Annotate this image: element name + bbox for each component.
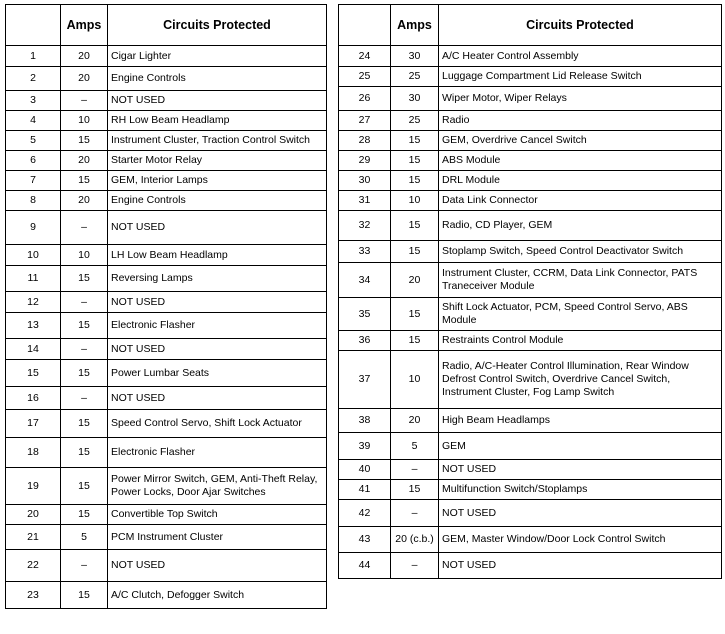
fuse-circuits: A/C Heater Control Assembly: [439, 46, 722, 67]
fuse-number: 16: [6, 387, 61, 410]
fuse-circuits: NOT USED: [439, 500, 722, 527]
fuse-number: 12: [6, 292, 61, 313]
fuse-number: 7: [6, 171, 61, 191]
fuse-circuits: Data Link Connector: [439, 191, 722, 211]
table-header-row: [6, 5, 327, 46]
fuse-number: 35: [339, 298, 391, 331]
fuse-amps: 15: [391, 331, 439, 351]
fuse-number: 41: [339, 480, 391, 500]
table-row: [6, 313, 327, 339]
fuse-number: 40: [339, 460, 391, 480]
fuse-circuits: Shift Lock Actuator, PCM, Speed Control Servo, ABS Module: [439, 298, 722, 331]
table-row: [6, 91, 327, 111]
fuse-circuits: LH Low Beam Headlamp: [108, 245, 327, 266]
fuse-number: 6: [6, 151, 61, 171]
fuse-circuits: ABS Module: [439, 151, 722, 171]
fuse-amps: 20: [61, 67, 108, 91]
fuse-circuits: Electronic Flasher: [108, 438, 327, 468]
fuse-amps: 10: [61, 111, 108, 131]
fuse-amps: –: [61, 550, 108, 582]
amps-header: Amps: [391, 5, 439, 46]
fuse-amps: –: [61, 211, 108, 245]
fuse-circuits: Radio: [439, 111, 722, 131]
fuse-amps: 15: [391, 241, 439, 263]
table-row: [339, 351, 722, 409]
fuse-amps: 15: [61, 438, 108, 468]
fuse-number: 33: [339, 241, 391, 263]
table-row: [339, 433, 722, 460]
fuse-number: 2: [6, 67, 61, 91]
table-row: [339, 553, 722, 579]
fuse-circuits: RH Low Beam Headlamp: [108, 111, 327, 131]
fuse-number: 36: [339, 331, 391, 351]
table-row: [339, 211, 722, 241]
table-row: [339, 298, 722, 331]
fuse-number: 23: [6, 582, 61, 609]
fuse-amps: 25: [391, 111, 439, 131]
fuse-amps: 5: [61, 525, 108, 550]
fuse-number: 44: [339, 553, 391, 579]
fuse-number: 29: [339, 151, 391, 171]
fuse-number: 38: [339, 409, 391, 433]
fuse-circuits: Stoplamp Switch, Speed Control Deactivator Switch: [439, 241, 722, 263]
table-row: [339, 409, 722, 433]
fuse-number: 27: [339, 111, 391, 131]
fuse-circuits: Engine Controls: [108, 67, 327, 91]
table-row: [6, 438, 327, 468]
table-row: [339, 460, 722, 480]
amps-header: Amps: [61, 5, 108, 46]
fuse-amps: 15: [61, 505, 108, 525]
fuse-number-header: [339, 5, 391, 46]
fuse-table-right: [338, 4, 722, 579]
fuse-amps: 20: [391, 263, 439, 298]
fuse-number: 20: [6, 505, 61, 525]
table-row: [6, 191, 327, 211]
fuse-circuits: GEM, Interior Lamps: [108, 171, 327, 191]
fuse-amps: 15: [61, 131, 108, 151]
fuse-circuits: Starter Motor Relay: [108, 151, 327, 171]
fuse-number-header: [6, 5, 61, 46]
table-row: [6, 360, 327, 387]
fuse-number: 32: [339, 211, 391, 241]
fuse-circuits: GEM: [439, 433, 722, 460]
table-row: [6, 151, 327, 171]
fuse-number: 42: [339, 500, 391, 527]
fuse-amps: 20: [61, 151, 108, 171]
table-row: [6, 67, 327, 91]
table-row: [6, 339, 327, 360]
fuse-number: 21: [6, 525, 61, 550]
table-row: [6, 525, 327, 550]
fuse-circuits: NOT USED: [108, 91, 327, 111]
table-row: [339, 171, 722, 191]
table-row: [339, 111, 722, 131]
table-row: [339, 480, 722, 500]
fuse-number: 15: [6, 360, 61, 387]
fuse-circuits: NOT USED: [108, 211, 327, 245]
fuse-amps: –: [61, 292, 108, 313]
fuse-number: 37: [339, 351, 391, 409]
fuse-circuits: NOT USED: [108, 339, 327, 360]
fuse-number: 13: [6, 313, 61, 339]
table-row: [339, 191, 722, 211]
fuse-amps: –: [391, 500, 439, 527]
fuse-circuits: Radio, CD Player, GEM: [439, 211, 722, 241]
table-row: [6, 111, 327, 131]
fuse-circuits: Restraints Control Module: [439, 331, 722, 351]
fuse-number: 25: [339, 67, 391, 87]
fuse-number: 39: [339, 433, 391, 460]
fuse-circuits: Luggage Compartment Lid Release Switch: [439, 67, 722, 87]
fuse-amps: 15: [391, 171, 439, 191]
fuse-number: 24: [339, 46, 391, 67]
fuse-number: 14: [6, 339, 61, 360]
fuse-amps: 20: [391, 409, 439, 433]
fuse-amps: 10: [61, 245, 108, 266]
fuse-number: 30: [339, 171, 391, 191]
fuse-circuits: Wiper Motor, Wiper Relays: [439, 87, 722, 111]
table-row: [6, 468, 327, 505]
fuse-circuits: NOT USED: [439, 460, 722, 480]
fuse-amps: –: [391, 460, 439, 480]
table-row: [6, 266, 327, 292]
fuse-number: 34: [339, 263, 391, 298]
fuse-amps: 15: [61, 266, 108, 292]
fuse-amps: 15: [61, 171, 108, 191]
table-row: [6, 46, 327, 67]
table-row: [6, 387, 327, 410]
fuse-number: 31: [339, 191, 391, 211]
table-row: [339, 500, 722, 527]
table-row: [339, 241, 722, 263]
fuse-circuits: High Beam Headlamps: [439, 409, 722, 433]
fuse-amps: 15: [391, 298, 439, 331]
table-row: [339, 87, 722, 111]
fuse-number: 18: [6, 438, 61, 468]
fuse-number: 10: [6, 245, 61, 266]
fuse-amps: 15: [391, 131, 439, 151]
fuse-amps: 20: [61, 191, 108, 211]
fuse-amps: 15: [61, 468, 108, 505]
fuse-circuits: DRL Module: [439, 171, 722, 191]
fuse-number: 22: [6, 550, 61, 582]
fuse-circuits: PCM Instrument Cluster: [108, 525, 327, 550]
fuse-amps: 15: [61, 582, 108, 609]
fuse-amps: 25: [391, 67, 439, 87]
fuse-circuits: A/C Clutch, Defogger Switch: [108, 582, 327, 609]
fuse-circuits: Speed Control Servo, Shift Lock Actuator: [108, 410, 327, 438]
fuse-circuits: GEM, Overdrive Cancel Switch: [439, 131, 722, 151]
fuse-circuits: Cigar Lighter: [108, 46, 327, 67]
fuse-amps: 10: [391, 351, 439, 409]
fuse-amps: 15: [61, 360, 108, 387]
fuse-circuits: GEM, Master Window/Door Lock Control Switch: [439, 527, 722, 553]
fuse-amps: –: [61, 387, 108, 410]
table-row: [6, 245, 327, 266]
fuse-number: 4: [6, 111, 61, 131]
fuse-number: 5: [6, 131, 61, 151]
fuse-number: 17: [6, 410, 61, 438]
fuse-amps: 20 (c.b.): [391, 527, 439, 553]
table-header-row: [339, 5, 722, 46]
fuse-number: 26: [339, 87, 391, 111]
fuse-number: 9: [6, 211, 61, 245]
fuse-number: 19: [6, 468, 61, 505]
table-row: [6, 211, 327, 245]
fuse-circuits: Engine Controls: [108, 191, 327, 211]
fuse-amps: 30: [391, 87, 439, 111]
fuse-circuits: Instrument Cluster, CCRM, Data Link Connector, PATS Traneceiver Module: [439, 263, 722, 298]
fuse-circuits: Power Mirror Switch, GEM, Anti-Theft Relay, Power Locks, Door Ajar Switches: [108, 468, 327, 505]
table-row: [6, 292, 327, 313]
fuse-circuits: Instrument Cluster, Traction Control Switch: [108, 131, 327, 151]
fuse-amps: –: [61, 339, 108, 360]
table-row: [339, 263, 722, 298]
fuse-circuits: NOT USED: [108, 292, 327, 313]
fuse-circuits: Radio, A/C-Heater Control Illumination, Rear Window Defrost Control Switch, Overdrive Cancel Switch, Instrument Cluster, Fog Lamp Switch: [439, 351, 722, 409]
fuse-amps: 15: [61, 410, 108, 438]
fuse-circuits: NOT USED: [108, 387, 327, 410]
table-row: [339, 151, 722, 171]
fuse-number: 28: [339, 131, 391, 151]
fuse-amps: 20: [61, 46, 108, 67]
circuits-header: Circuits Protected: [108, 5, 327, 46]
table-row: [6, 131, 327, 151]
table-row: [6, 410, 327, 438]
fuse-number: 8: [6, 191, 61, 211]
table-row: [6, 582, 327, 609]
circuits-header: Circuits Protected: [439, 5, 722, 46]
fuse-circuits: Multifunction Switch/Stoplamps: [439, 480, 722, 500]
fuse-circuits: NOT USED: [108, 550, 327, 582]
table-row: [339, 527, 722, 553]
fuse-number: 11: [6, 266, 61, 292]
table-row: [6, 505, 327, 525]
table-row: [339, 46, 722, 67]
fuse-amps: 5: [391, 433, 439, 460]
table-row: [339, 331, 722, 351]
fuse-circuits: Power Lumbar Seats: [108, 360, 327, 387]
fuse-circuits: Reversing Lamps: [108, 266, 327, 292]
fuse-number: 1: [6, 46, 61, 67]
table-row: [339, 131, 722, 151]
fuse-amps: –: [391, 553, 439, 579]
fuse-amps: 30: [391, 46, 439, 67]
fuse-number: 3: [6, 91, 61, 111]
fuse-circuits: NOT USED: [439, 553, 722, 579]
fuse-amps: 15: [61, 313, 108, 339]
fuse-number: 43: [339, 527, 391, 553]
table-row: [6, 550, 327, 582]
fuse-amps: 15: [391, 151, 439, 171]
table-row: [339, 67, 722, 87]
fuse-amps: 15: [391, 211, 439, 241]
fuse-circuits: Electronic Flasher: [108, 313, 327, 339]
fuse-circuits: Convertible Top Switch: [108, 505, 327, 525]
fuse-amps: 15: [391, 480, 439, 500]
table-row: [6, 171, 327, 191]
fuse-amps: 10: [391, 191, 439, 211]
fuse-amps: –: [61, 91, 108, 111]
fuse-table-left: [5, 4, 327, 609]
